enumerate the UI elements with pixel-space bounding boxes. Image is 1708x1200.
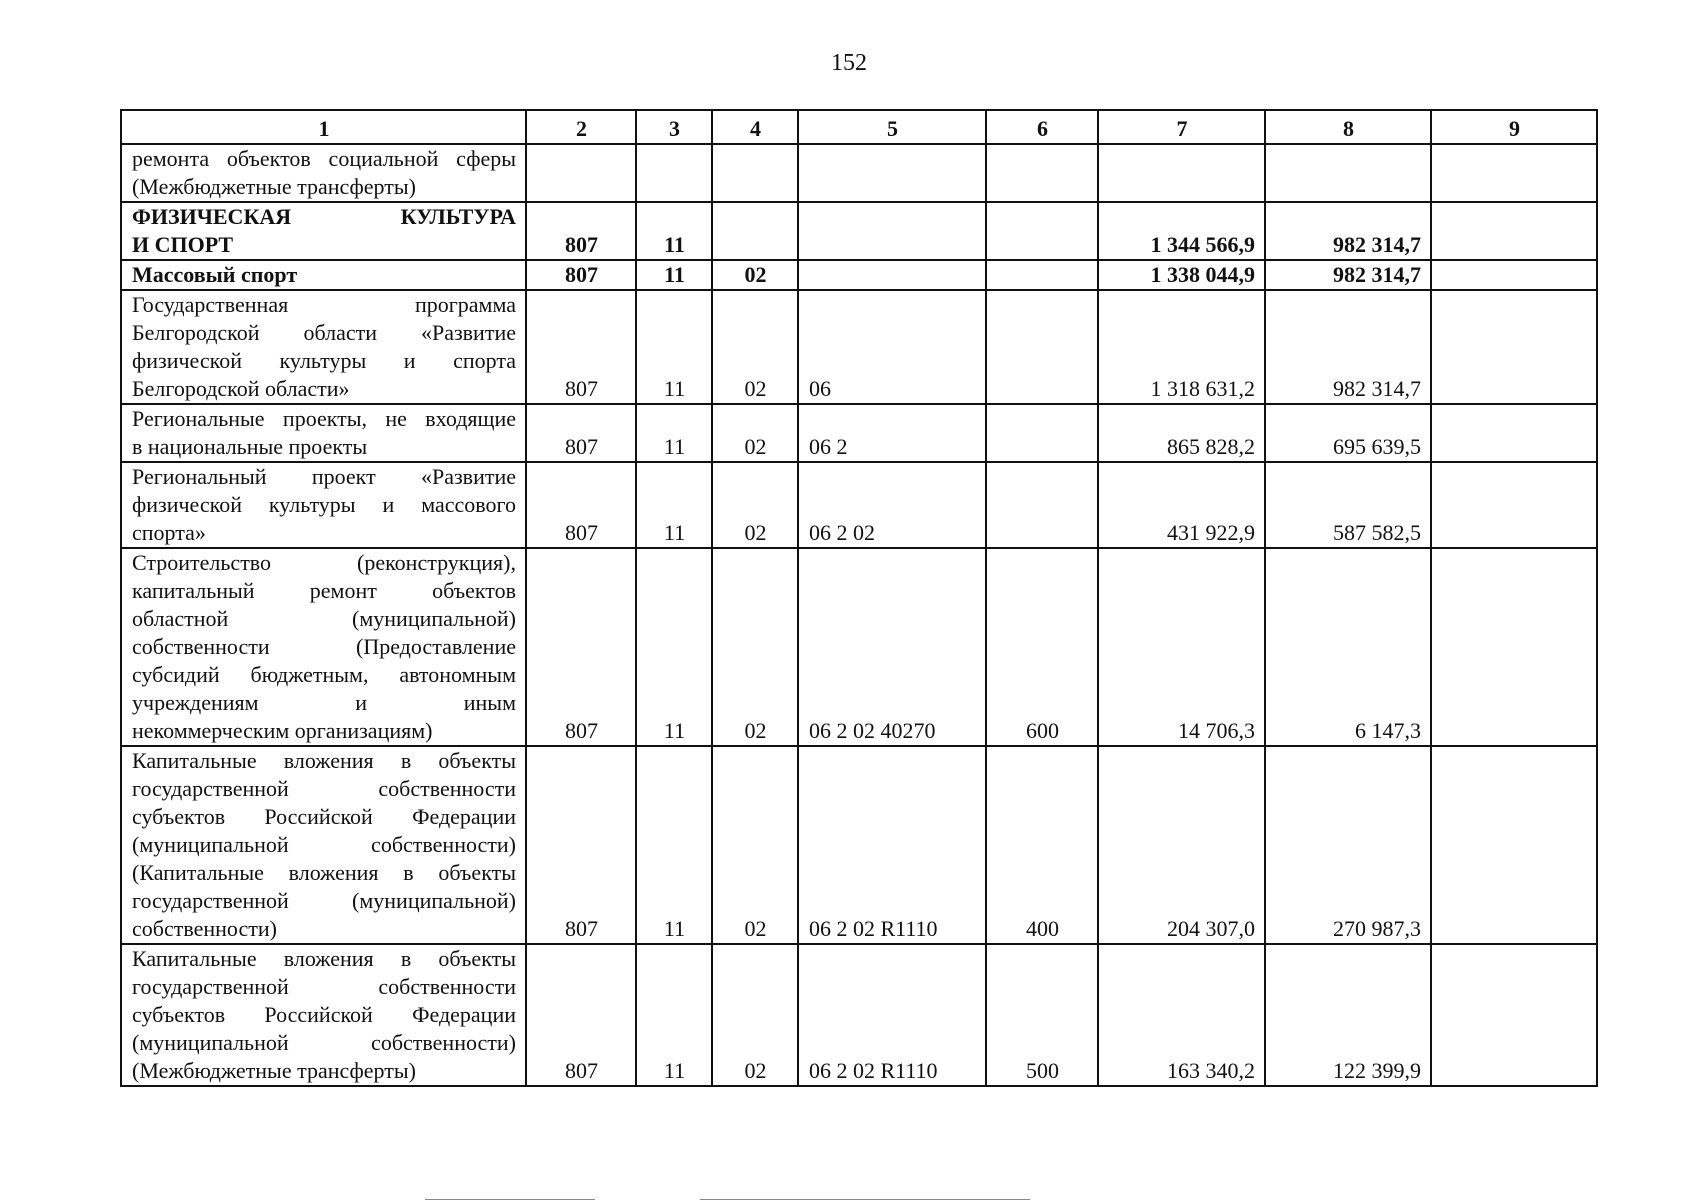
amount-year-3 xyxy=(1431,202,1597,260)
target-article-code: 06 2 02 40270 xyxy=(798,548,986,746)
amount-year-1 xyxy=(1098,144,1265,202)
amount-year-2: 982 314,7 xyxy=(1265,290,1431,404)
description-line: некоммерческим организациям) xyxy=(132,718,433,743)
subchapter-code: 02 xyxy=(712,260,798,290)
amount-year-1: 865 828,2 xyxy=(1098,404,1265,462)
description-line: субъектов Российской Федерации xyxy=(132,804,516,829)
target-article-code xyxy=(798,260,986,290)
amount-year-3 xyxy=(1431,404,1597,462)
description-line: ремонта объектов социальной сферы xyxy=(132,146,516,171)
subchapter-code: 02 xyxy=(712,290,798,404)
description-line: ФИЗИЧЕСКАЯ КУЛЬТУРА xyxy=(132,204,516,229)
row-description xyxy=(121,404,526,462)
table-row xyxy=(121,746,1597,944)
section-code: 807 xyxy=(526,944,636,1086)
description-line: Капитальные вложения в объекты xyxy=(132,748,516,773)
section-code: 807 xyxy=(526,404,636,462)
table-row xyxy=(121,548,1597,746)
description-line: (муниципальной собственности) xyxy=(132,832,516,857)
amount-year-3 xyxy=(1431,290,1597,404)
expense-type-code xyxy=(986,144,1098,202)
description-line: собственности) xyxy=(132,916,277,941)
target-article-code xyxy=(798,144,986,202)
description-line: государственной собственности xyxy=(132,776,516,801)
target-article-code: 06 2 02 xyxy=(798,462,986,548)
section-code xyxy=(526,144,636,202)
header-cell: 7 xyxy=(1098,110,1265,144)
target-article-code: 06 2 02 R1110 xyxy=(798,944,986,1086)
table-row xyxy=(121,404,1597,462)
amount-year-2: 982 314,7 xyxy=(1265,202,1431,260)
description-line: (Межбюджетные трансферты) xyxy=(132,174,416,199)
row-description xyxy=(121,746,526,944)
amount-year-1: 163 340,2 xyxy=(1098,944,1265,1086)
description-line: (Капитальные вложения в объекты xyxy=(132,860,516,885)
row-description xyxy=(121,144,526,202)
header-cell: 4 xyxy=(712,110,798,144)
amount-year-1: 1 338 044,9 xyxy=(1098,260,1265,290)
amount-year-3 xyxy=(1431,746,1597,944)
amount-year-1: 204 307,0 xyxy=(1098,746,1265,944)
amount-year-2: 587 582,5 xyxy=(1265,462,1431,548)
amount-year-1: 431 922,9 xyxy=(1098,462,1265,548)
header-cell: 6 xyxy=(986,110,1098,144)
amount-year-2 xyxy=(1265,144,1431,202)
description-line: (муниципальной собственности) xyxy=(132,1030,516,1055)
row-description xyxy=(121,260,526,290)
description-line: капитальный ремонт объектов xyxy=(132,578,516,603)
table-row xyxy=(121,290,1597,404)
description-line: государственной (муниципальной) xyxy=(132,888,516,913)
expense-type-code xyxy=(986,202,1098,260)
section-code: 807 xyxy=(526,260,636,290)
subchapter-code: 02 xyxy=(712,404,798,462)
description-line: Государственная программа xyxy=(132,292,516,317)
chapter-code: 11 xyxy=(636,462,712,548)
chapter-code: 11 xyxy=(636,548,712,746)
row-description xyxy=(121,944,526,1086)
amount-year-2: 695 639,5 xyxy=(1265,404,1431,462)
description-line: в национальные проекты xyxy=(132,434,368,459)
section-code: 807 xyxy=(526,462,636,548)
amount-year-1: 14 706,3 xyxy=(1098,548,1265,746)
header-cell: 9 xyxy=(1431,110,1597,144)
table-row xyxy=(121,202,1597,260)
description-line: И СПОРТ xyxy=(132,232,234,257)
row-description xyxy=(121,548,526,746)
chapter-code: 11 xyxy=(636,202,712,260)
table-row xyxy=(121,462,1597,548)
header-row xyxy=(121,110,1597,144)
section-code: 807 xyxy=(526,746,636,944)
subchapter-code xyxy=(712,202,798,260)
expense-type-code: 500 xyxy=(986,944,1098,1086)
description-line: собственности (Предоставление xyxy=(132,634,516,659)
section-code: 807 xyxy=(526,202,636,260)
chapter-code: 11 xyxy=(636,290,712,404)
amount-year-2: 270 987,3 xyxy=(1265,746,1431,944)
description-line: Белгородской области» xyxy=(132,376,350,401)
header-cell: 1 xyxy=(121,110,526,144)
header-cell: 5 xyxy=(798,110,986,144)
subchapter-code: 02 xyxy=(712,746,798,944)
description-line: спорта» xyxy=(132,520,206,545)
subchapter-code: 02 xyxy=(712,548,798,746)
page-number: 152 xyxy=(831,50,867,76)
description-line: Белгородской области «Развитие xyxy=(132,320,516,345)
description-line: физической культуры и спорта xyxy=(132,348,516,373)
description-line: Строительство (реконструкция), xyxy=(132,550,516,575)
amount-year-2: 6 147,3 xyxy=(1265,548,1431,746)
amount-year-3 xyxy=(1431,144,1597,202)
subchapter-code: 02 xyxy=(712,462,798,548)
expense-type-code xyxy=(986,404,1098,462)
amount-year-2: 122 399,9 xyxy=(1265,944,1431,1086)
chapter-code: 11 xyxy=(636,260,712,290)
amount-year-3 xyxy=(1431,462,1597,548)
amount-year-3 xyxy=(1431,548,1597,746)
section-code: 807 xyxy=(526,548,636,746)
amount-year-3 xyxy=(1431,260,1597,290)
target-article-code: 06 xyxy=(798,290,986,404)
target-article-code xyxy=(798,202,986,260)
target-article-code: 06 2 xyxy=(798,404,986,462)
description-line: субъектов Российской Федерации xyxy=(132,1002,516,1027)
description-line: областной (муниципальной) xyxy=(132,606,516,631)
amount-year-1: 1 318 631,2 xyxy=(1098,290,1265,404)
description-line: физической культуры и массового xyxy=(132,492,516,517)
table-row xyxy=(121,260,1597,290)
expense-type-code xyxy=(986,462,1098,548)
expense-type-code xyxy=(986,260,1098,290)
chapter-code: 11 xyxy=(636,944,712,1086)
expense-type-code xyxy=(986,290,1098,404)
header-cell: 3 xyxy=(636,110,712,144)
description-line: субсидий бюджетным, автономным xyxy=(132,662,516,687)
row-description xyxy=(121,462,526,548)
description-line: Региональные проекты, не входящие xyxy=(132,406,516,431)
row-description xyxy=(121,290,526,404)
expense-type-code: 600 xyxy=(986,548,1098,746)
section-code: 807 xyxy=(526,290,636,404)
amount-year-3 xyxy=(1431,944,1597,1086)
target-article-code: 06 2 02 R1110 xyxy=(798,746,986,944)
description-line: Капитальные вложения в объекты xyxy=(132,946,516,971)
chapter-code: 11 xyxy=(636,404,712,462)
subchapter-code xyxy=(712,144,798,202)
description-line: (Межбюджетные трансферты) xyxy=(132,1058,416,1083)
description-line: Региональный проект «Развитие xyxy=(132,464,516,489)
row-description xyxy=(121,202,526,260)
description-line: Массовый спорт xyxy=(132,262,298,287)
description-line: государственной собственности xyxy=(132,974,516,999)
budget-table xyxy=(120,109,1598,1087)
header-cell: 2 xyxy=(526,110,636,144)
amount-year-2: 982 314,7 xyxy=(1265,260,1431,290)
header-cell: 8 xyxy=(1265,110,1431,144)
chapter-code: 11 xyxy=(636,746,712,944)
expense-type-code: 400 xyxy=(986,746,1098,944)
chapter-code xyxy=(636,144,712,202)
description-line: учреждениям и иным xyxy=(132,690,516,715)
amount-year-1: 1 344 566,9 xyxy=(1098,202,1265,260)
subchapter-code: 02 xyxy=(712,944,798,1086)
table-row xyxy=(121,144,1597,202)
table-row xyxy=(121,944,1597,1086)
